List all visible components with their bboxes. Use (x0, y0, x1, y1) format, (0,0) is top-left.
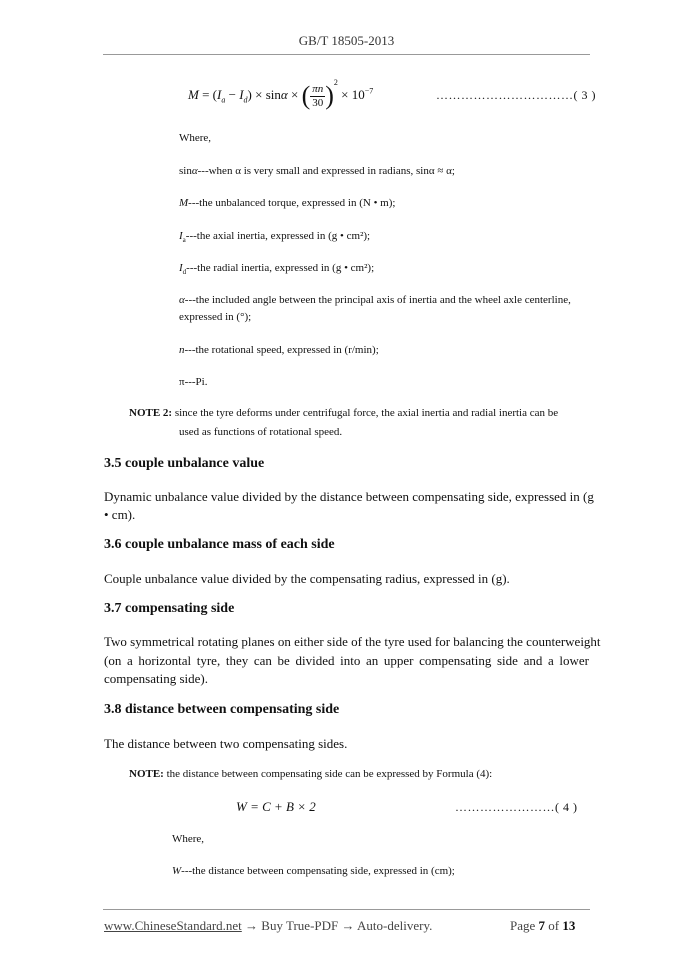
page-header-title: GB/T 18505-2013 (298, 33, 395, 48)
header-divider (103, 54, 590, 55)
definition-alpha: α---the included angle between the principal axis of inertia and the wheel axle centerline, (179, 294, 571, 306)
where-label-1: Where, (179, 132, 212, 144)
formula-4-number: ……………………( 4 ) (455, 800, 578, 814)
definition-w: W---the distance between compensating side, expressed in (cm); (172, 865, 455, 877)
definition-pi: π---Pi. (179, 376, 208, 388)
footer-divider (103, 909, 590, 910)
note-2: NOTE 2: since the tyre deforms under centrifugal force, the axial inertia and radial inertia can be (129, 407, 559, 419)
definition-n: n---the rotational speed, expressed in (r/min); (179, 344, 379, 356)
section-body-3-7-line2: (on a horizontal tyre, they can be divided into an upper compensating side and a lower (104, 653, 589, 668)
definition-ia: $I_a--$-the axial inertia, expressed in (g • cm²); (179, 230, 371, 245)
formula-3: $M = (I_a - I_d) \times \sin\alpha$ × ( $\frac{\pi n}{30}$ )$^2 \times 10^{-7}$ (188, 78, 374, 111)
definition-m: M---the unbalanced torque, expressed in (N • m); (179, 197, 396, 209)
section-body-3-5-line1: Dynamic unbalance value divided by the distance between compensating side, expressed in (g (104, 489, 594, 504)
footer-promo-text: → Buy True-PDF → Auto-delivery. (241, 918, 433, 933)
where-label-2: Where, (172, 833, 205, 845)
formula-3-number: ……………………………( 3 ) (436, 88, 596, 102)
page-number: Page 7 of 13 (510, 918, 576, 933)
section-body-3-5-line2: • cm). (104, 507, 136, 522)
section-body-3-7-line1: Two symmetrical rotating planes on either side of the tyre used for balancing the counterweight (104, 634, 601, 649)
footer-link-line (104, 918, 432, 934)
footer-site-link[interactable]: www.ChineseStandard.net (104, 918, 242, 933)
section-body-3-7-line3: compensating side). (104, 671, 208, 686)
note-formula-4: NOTE: the distance between compensating side can be expressed by Formula (4): (129, 768, 493, 780)
formula-4: W = C + B × 2 (236, 799, 316, 814)
definition-sin-alpha: sinα---when α is very small and expressed in radians, sinα ≈ α; (179, 165, 455, 177)
section-body-3-6: Couple unbalance value divided by the compensating radius, expressed in (g). (104, 571, 510, 586)
section-heading-3-5: 3.5 couple unbalance value (104, 456, 265, 471)
note-2-cont: used as functions of rotational speed. (179, 426, 343, 438)
definition-alpha-cont: expressed in (°); (179, 311, 252, 323)
section-heading-3-7: 3.7 compensating side (104, 601, 235, 616)
definition-id: $I_d--$-the radial inertia, expressed in (g • cm²); (179, 262, 375, 277)
section-heading-3-6: 3.6 couple unbalance mass of each side (104, 537, 335, 552)
formula-fraction: $\frac{\pi n}{30}$ (312, 82, 324, 109)
section-body-3-8: The distance between two compensating sides. (104, 736, 348, 751)
section-heading-3-8: 3.8 distance between compensating side (104, 702, 340, 717)
